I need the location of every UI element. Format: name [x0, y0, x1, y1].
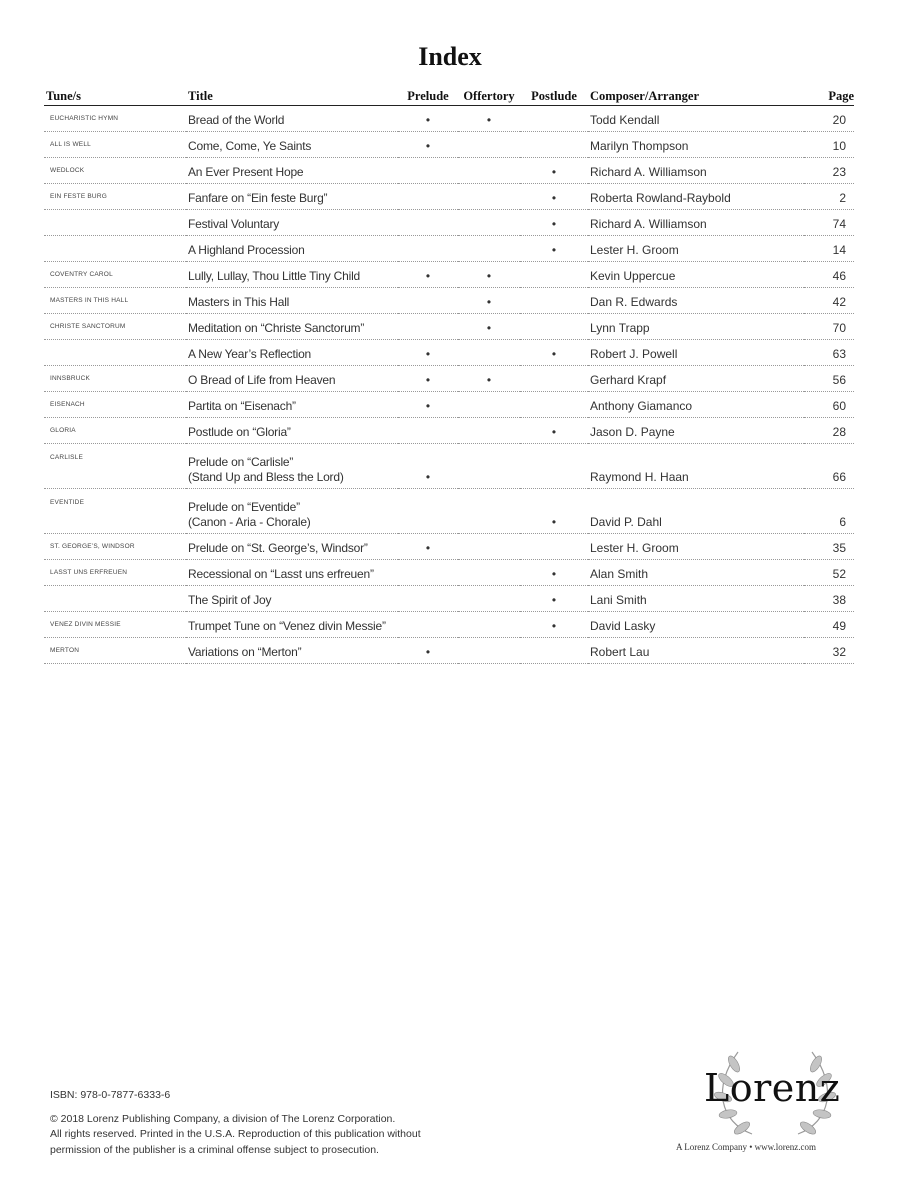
offertory-mark: [458, 210, 520, 236]
page-number: 35: [804, 534, 854, 560]
header-row: [44, 86, 854, 106]
page-number: 38: [804, 586, 854, 612]
piece-title-line: (Canon - Aria - Chorale): [188, 515, 311, 529]
postlude-mark: [520, 392, 588, 418]
postlude-mark: •: [520, 586, 588, 612]
prelude-mark: [398, 418, 458, 444]
header-tune: Tune/s: [44, 86, 186, 106]
prelude-mark: [398, 184, 458, 210]
copyright-line: © 2018 Lorenz Publishing Company, a division of The Lorenz Corporation.: [50, 1112, 396, 1125]
composer-name: Raymond H. Haan: [588, 444, 804, 489]
offertory-mark: [458, 560, 520, 586]
header-composer: Composer/Arranger: [588, 86, 804, 106]
page-number: 20: [804, 106, 854, 132]
piece-title-line: A New Year’s Reflection: [188, 347, 312, 361]
postlude-mark: [520, 288, 588, 314]
page-number: 10: [804, 132, 854, 158]
tune-name: ALL IS WELL: [44, 132, 186, 158]
page-number: 6: [804, 489, 854, 534]
tune-name: ST. GEORGE’S, WINDSOR: [44, 534, 186, 560]
copyright-line: permission of the publisher is a criminal offense subject to prosecution.: [50, 1143, 379, 1156]
header-offertory: Offertory: [458, 86, 520, 106]
publication-info: [50, 1088, 430, 1158]
piece-title: [186, 392, 398, 418]
index-row: [44, 366, 854, 392]
index-row: [44, 236, 854, 262]
postlude-mark: •: [520, 489, 588, 534]
index-row: [44, 158, 854, 184]
isbn: ISBN: 978-0-7877-6333-6: [50, 1089, 171, 1101]
composer-name: Alan Smith: [588, 560, 804, 586]
postlude-mark: [520, 106, 588, 132]
prelude-mark: •: [398, 366, 458, 392]
piece-title: [186, 158, 398, 184]
tune-name: [44, 210, 186, 236]
postlude-mark: [520, 534, 588, 560]
index-row: [44, 489, 854, 534]
page-number: 2: [804, 184, 854, 210]
index-row: [44, 210, 854, 236]
tune-name: EIN FESTE BURG: [44, 184, 186, 210]
prelude-mark: [398, 586, 458, 612]
piece-title-line: Come, Come, Ye Saints: [188, 139, 312, 153]
page-number: 28: [804, 418, 854, 444]
tune-name: COVENTRY CAROL: [44, 262, 186, 288]
composer-name: Robert Lau: [588, 638, 804, 664]
piece-title-line: Masters in This Hall: [188, 295, 290, 309]
index-row: [44, 132, 854, 158]
composer-name: Dan R. Edwards: [588, 288, 804, 314]
index-row: [44, 612, 854, 638]
postlude-mark: [520, 132, 588, 158]
page-number: 74: [804, 210, 854, 236]
page-number: 52: [804, 560, 854, 586]
header-title: Title: [186, 86, 398, 106]
page-number: 14: [804, 236, 854, 262]
composer-name: Roberta Rowland-Raybold: [588, 184, 804, 210]
piece-title: [186, 638, 398, 664]
header-prelude: Prelude: [398, 86, 458, 106]
tune-name: [44, 236, 186, 262]
offertory-mark: [458, 489, 520, 534]
composer-name: Gerhard Krapf: [588, 366, 804, 392]
page-number: 49: [804, 612, 854, 638]
postlude-mark: •: [520, 560, 588, 586]
page-number: 63: [804, 340, 854, 366]
composer-name: Richard A. Williamson: [588, 210, 804, 236]
piece-title-line: Festival Voluntary: [188, 217, 280, 231]
prelude-mark: •: [398, 534, 458, 560]
page-number: 60: [804, 392, 854, 418]
prelude-mark: •: [398, 340, 458, 366]
offertory-mark: [458, 586, 520, 612]
piece-title-line: A Highland Procession: [188, 243, 305, 257]
piece-title: [186, 534, 398, 560]
prelude-mark: [398, 314, 458, 340]
tune-name: LASST UNS ERFREUEN: [44, 560, 186, 586]
composer-name: Kevin Uppercue: [588, 262, 804, 288]
tune-name: [44, 586, 186, 612]
composer-name: David P. Dahl: [588, 489, 804, 534]
page-number: 56: [804, 366, 854, 392]
piece-title-line: O Bread of Life from Heaven: [188, 373, 336, 387]
prelude-mark: •: [398, 132, 458, 158]
tune-name: GLORIA: [44, 418, 186, 444]
piece-title-line: Variations on “Merton”: [188, 645, 302, 659]
piece-title-line: Lully, Lullay, Thou Little Tiny Child: [188, 269, 361, 283]
index-row: [44, 638, 854, 664]
offertory-mark: [458, 340, 520, 366]
piece-title-line: An Ever Present Hope: [188, 165, 304, 179]
page-number: 66: [804, 444, 854, 489]
piece-title: [186, 184, 398, 210]
piece-title: [186, 586, 398, 612]
index-row: [44, 106, 854, 132]
tune-name: WEDLOCK: [44, 158, 186, 184]
piece-title: [186, 236, 398, 262]
piece-title-line: Recessional on “Lasst uns erfreuen”: [188, 567, 374, 581]
tune-name: [44, 340, 186, 366]
postlude-mark: [520, 314, 588, 340]
page-number: 42: [804, 288, 854, 314]
page-title: Index: [418, 42, 482, 71]
logo-tagline: A Lorenz Company • www.lorenz.com: [676, 1142, 817, 1152]
postlude-mark: [520, 366, 588, 392]
header-postlude: Postlude: [520, 86, 588, 106]
composer-name: Todd Kendall: [588, 106, 804, 132]
tune-name: MASTERS IN THIS HALL: [44, 288, 186, 314]
offertory-mark: [458, 158, 520, 184]
piece-title-line: Meditation on “Christe Sanctorum”: [188, 321, 365, 335]
offertory-mark: [458, 638, 520, 664]
piece-title: [186, 288, 398, 314]
piece-title-line: Prelude on “St. George’s, Windsor”: [188, 541, 368, 555]
composer-name: Robert J. Powell: [588, 340, 804, 366]
offertory-mark: [458, 392, 520, 418]
piece-title: [186, 366, 398, 392]
piece-title: [186, 132, 398, 158]
index-row: [44, 340, 854, 366]
composer-name: Lani Smith: [588, 586, 804, 612]
piece-title: [186, 444, 398, 489]
prelude-mark: [398, 158, 458, 184]
offertory-mark: [458, 418, 520, 444]
index-row: [44, 392, 854, 418]
piece-title-line: Partita on “Eisenach”: [188, 399, 296, 413]
composer-name: Lester H. Groom: [588, 534, 804, 560]
piece-title-line: Fanfare on “Ein feste Burg”: [188, 191, 328, 205]
index-row: [44, 288, 854, 314]
postlude-mark: •: [520, 184, 588, 210]
composer-name: Jason D. Payne: [588, 418, 804, 444]
prelude-mark: [398, 489, 458, 534]
piece-title: [186, 560, 398, 586]
piece-title-line: Trumpet Tune on “Venez divin Messie”: [188, 619, 386, 633]
tune-name: EUCHARISTIC HYMN: [44, 106, 186, 132]
tune-name: CHRISTE SANCTORUM: [44, 314, 186, 340]
page-number: 46: [804, 262, 854, 288]
postlude-mark: •: [520, 418, 588, 444]
offertory-mark: •: [458, 314, 520, 340]
header-page: Page: [804, 86, 854, 106]
lorenz-logo: [690, 1042, 860, 1147]
piece-title-line: (Stand Up and Bless the Lord): [188, 470, 344, 484]
page-number: 32: [804, 638, 854, 664]
page-number: 23: [804, 158, 854, 184]
postlude-mark: •: [520, 612, 588, 638]
piece-title: [186, 262, 398, 288]
tune-name: EVENTIDE: [44, 489, 186, 534]
prelude-mark: •: [398, 638, 458, 664]
prelude-mark: [398, 612, 458, 638]
prelude-mark: [398, 288, 458, 314]
piece-title: [186, 489, 398, 534]
piece-title-line: Prelude on “Carlisle”: [188, 455, 294, 469]
offertory-mark: •: [458, 106, 520, 132]
logo-wordmark: Lorenz: [704, 1066, 841, 1110]
prelude-mark: •: [398, 106, 458, 132]
postlude-mark: •: [520, 236, 588, 262]
composer-name: Lynn Trapp: [588, 314, 804, 340]
piece-title-line: Postlude on “Gloria”: [188, 425, 291, 439]
composer-name: David Lasky: [588, 612, 804, 638]
prelude-mark: •: [398, 444, 458, 489]
tune-name: VENEZ DIVIN MESSIE: [44, 612, 186, 638]
piece-title-line: The Spirit of Joy: [188, 593, 272, 607]
index-row: [44, 586, 854, 612]
offertory-mark: •: [458, 262, 520, 288]
offertory-mark: [458, 444, 520, 489]
index-row: [44, 534, 854, 560]
composer-name: Anthony Giamanco: [588, 392, 804, 418]
tune-name: MERTON: [44, 638, 186, 664]
tune-name: INNSBRUCK: [44, 366, 186, 392]
postlude-mark: •: [520, 158, 588, 184]
index-row: [44, 560, 854, 586]
piece-title-line: Prelude on “Eventide”: [188, 500, 300, 514]
index-row: [44, 184, 854, 210]
prelude-mark: •: [398, 262, 458, 288]
postlude-mark: •: [520, 210, 588, 236]
prelude-mark: [398, 560, 458, 586]
index-table: [44, 86, 854, 664]
offertory-mark: [458, 184, 520, 210]
piece-title: [186, 418, 398, 444]
index-row: [44, 444, 854, 489]
piece-title: [186, 340, 398, 366]
piece-title: [186, 210, 398, 236]
piece-title: [186, 314, 398, 340]
postlude-mark: •: [520, 340, 588, 366]
index-row: [44, 418, 854, 444]
index-row: [44, 314, 854, 340]
composer-name: Lester H. Groom: [588, 236, 804, 262]
composer-name: Richard A. Williamson: [588, 158, 804, 184]
index-body: [44, 106, 854, 664]
offertory-mark: •: [458, 366, 520, 392]
composer-name: Marilyn Thompson: [588, 132, 804, 158]
piece-title-line: Bread of the World: [188, 113, 285, 127]
postlude-mark: [520, 262, 588, 288]
index-row: [44, 262, 854, 288]
copyright-line: All rights reserved. Printed in the U.S.A. Reproduction of this publication without: [50, 1128, 421, 1140]
prelude-mark: [398, 236, 458, 262]
offertory-mark: [458, 132, 520, 158]
piece-title: [186, 612, 398, 638]
prelude-mark: •: [398, 392, 458, 418]
offertory-mark: [458, 612, 520, 638]
tune-name: CARLISLE: [44, 444, 186, 489]
offertory-mark: [458, 534, 520, 560]
tune-name: EISENACH: [44, 392, 186, 418]
page-number: 70: [804, 314, 854, 340]
offertory-mark: •: [458, 288, 520, 314]
prelude-mark: [398, 210, 458, 236]
offertory-mark: [458, 236, 520, 262]
piece-title: [186, 106, 398, 132]
postlude-mark: [520, 444, 588, 489]
postlude-mark: [520, 638, 588, 664]
